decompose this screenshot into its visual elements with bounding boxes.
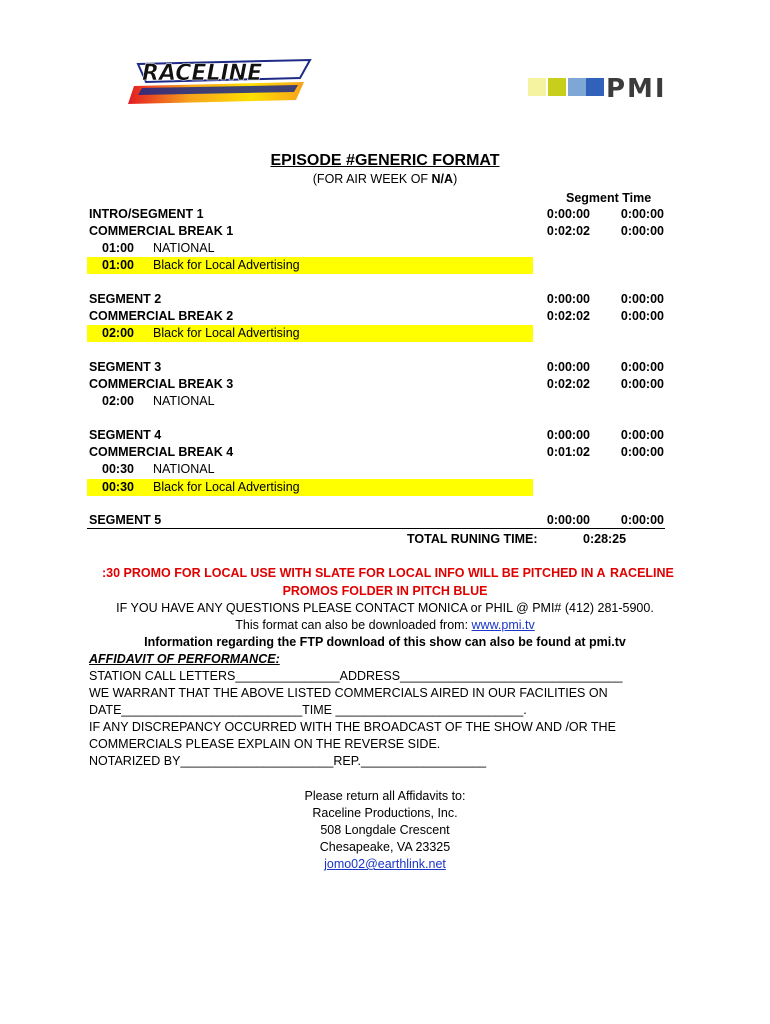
break-item-label: Black for Local Advertising bbox=[153, 480, 300, 494]
total-running-time-label: TOTAL RUNING TIME: bbox=[407, 532, 538, 546]
final-segment-title: SEGMENT 5 bbox=[89, 513, 162, 527]
pmi-square-2 bbox=[548, 78, 566, 96]
raceline-logo-text: RACELINE bbox=[142, 61, 263, 86]
ftp-note: Information regarding the FTP download of this show can also be found at pmi.tv bbox=[144, 635, 626, 649]
segment-title: SEGMENT 2 bbox=[89, 292, 162, 306]
page-title: EPISODE #GENERIC FORMAT bbox=[270, 152, 500, 169]
raceline-logo bbox=[128, 58, 312, 106]
promo-note-line2: PROMOS FOLDER IN PITCH BLUE bbox=[282, 584, 488, 598]
total-running-time-value: 0:28:25 bbox=[583, 532, 627, 546]
affidavit-line: WE WARRANT THAT THE ABOVE LISTED COMMERCIALS AIRED IN OUR FACILITIES ON bbox=[89, 686, 608, 700]
break-item-label: Black for Local Advertising bbox=[153, 326, 300, 340]
affidavit-line: STATION CALL LETTERS_______________ADDRESS________________________________ bbox=[89, 669, 623, 683]
raceline-logo-graphic bbox=[128, 58, 312, 106]
break-title: COMMERCIAL BREAK 2 bbox=[89, 309, 234, 323]
pmi-square-4 bbox=[586, 78, 604, 96]
break-time-start: 0:02:02 bbox=[546, 309, 590, 323]
break-item-time: 00:30 bbox=[102, 462, 134, 476]
segment-title: SEGMENT 4 bbox=[89, 428, 162, 442]
break-item-time: 02:00 bbox=[102, 394, 134, 408]
break-item-label: NATIONAL bbox=[153, 394, 215, 408]
break-item-time: 02:00 bbox=[102, 326, 134, 340]
download-note bbox=[0, 617, 770, 634]
questions-note: IF YOU HAVE ANY QUESTIONS PLEASE CONTACT MONICA or PHIL @ PMI# (412) 281-5900. bbox=[116, 601, 654, 615]
segment-time-end: 0:00:00 bbox=[620, 292, 664, 306]
segment-time-start: 0:00:00 bbox=[546, 428, 590, 442]
break-time-end: 0:00:00 bbox=[620, 377, 664, 391]
segment-time-start: 0:00:00 bbox=[546, 360, 590, 374]
return-street: 508 Longdale Crescent bbox=[320, 823, 450, 837]
break-item-label: NATIONAL bbox=[153, 241, 215, 255]
segment-time-end: 0:00:00 bbox=[620, 360, 664, 374]
break-time-end: 0:00:00 bbox=[620, 224, 664, 238]
segment-title: INTRO/SEGMENT 1 bbox=[89, 207, 204, 221]
affidavit-line: NOTARIZED BY______________________REP.__________________ bbox=[89, 754, 487, 768]
subtitle-prefix: (FOR AIR WEEK OF bbox=[312, 172, 432, 186]
page-subtitle bbox=[0, 172, 770, 186]
return-city: Chesapeake, VA 23325 bbox=[319, 840, 451, 854]
affidavit-line: COMMERCIALS PLEASE EXPLAIN ON THE REVERSE SIDE. bbox=[89, 737, 441, 751]
pmi-square-1 bbox=[528, 78, 546, 96]
segment-title: SEGMENT 3 bbox=[89, 360, 162, 374]
break-title: COMMERCIAL BREAK 4 bbox=[89, 445, 234, 459]
segment-time-header: Segment Time bbox=[566, 191, 652, 205]
air-week-value: N/A bbox=[431, 172, 454, 186]
affidavit-heading: AFFIDAVIT OF PERFORMANCE: bbox=[89, 652, 280, 666]
break-time-start: 0:02:02 bbox=[546, 377, 590, 391]
pmi-logo bbox=[520, 72, 667, 104]
segment-time-end: 0:00:00 bbox=[620, 207, 664, 221]
segment-time-end: 0:00:00 bbox=[620, 428, 664, 442]
break-item-label: NATIONAL bbox=[153, 462, 215, 476]
break-item-time: 01:00 bbox=[102, 258, 134, 272]
pmi-square-3 bbox=[568, 78, 586, 96]
promo-note-raceline: RACELINE bbox=[610, 566, 674, 580]
total-rule bbox=[87, 528, 665, 529]
affidavit-line: IF ANY DISCREPANCY OCCURRED WITH THE BROADCAST OF THE SHOW AND /OR THE bbox=[89, 720, 616, 734]
segment-time-start: 0:00:00 bbox=[546, 513, 590, 527]
return-email-row bbox=[0, 856, 770, 873]
break-time-start: 0:02:02 bbox=[546, 224, 590, 238]
subtitle-suffix: ) bbox=[453, 172, 458, 186]
return-email-link[interactable]: jomo02@earthlink.net bbox=[324, 857, 446, 871]
break-title: COMMERCIAL BREAK 1 bbox=[89, 224, 234, 238]
segment-time-start: 0:00:00 bbox=[546, 292, 590, 306]
return-heading: Please return all Affidavits to: bbox=[304, 789, 466, 803]
segment-time-end: 0:00:00 bbox=[620, 513, 664, 527]
affidavit-line: DATE__________________________TIME ___________________________. bbox=[89, 703, 527, 717]
download-note-text: This format can also be downloaded from: bbox=[235, 618, 472, 632]
break-time-start: 0:01:02 bbox=[546, 445, 590, 459]
break-item-time: 00:30 bbox=[102, 480, 134, 494]
break-title: COMMERCIAL BREAK 3 bbox=[89, 377, 234, 391]
break-time-end: 0:00:00 bbox=[620, 445, 664, 459]
break-item-time: 01:00 bbox=[102, 241, 134, 255]
return-company: Raceline Productions, Inc. bbox=[312, 806, 458, 820]
promo-note-line1: :30 PROMO FOR LOCAL USE WITH SLATE FOR LOCAL INFO WILL BE PITCHED IN A bbox=[102, 566, 606, 580]
pmi-website-link[interactable]: www.pmi.tv bbox=[471, 618, 535, 632]
break-item-label: Black for Local Advertising bbox=[153, 258, 300, 272]
break-time-end: 0:00:00 bbox=[620, 309, 664, 323]
segment-time-start: 0:00:00 bbox=[546, 207, 590, 221]
pmi-logo-text: PMI bbox=[606, 74, 667, 104]
